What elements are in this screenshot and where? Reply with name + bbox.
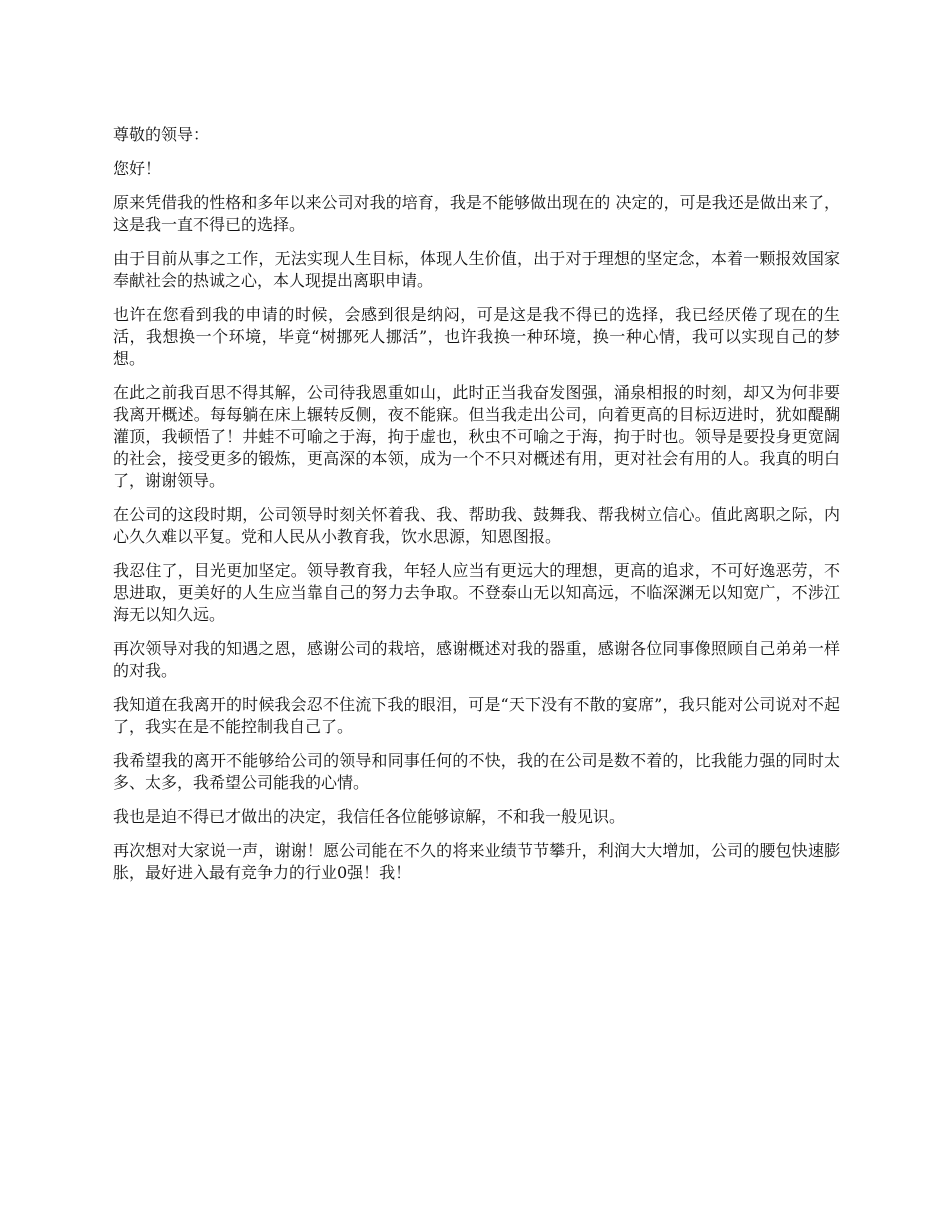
paragraph-1: 原来凭借我的性格和多年以来公司对我的培育，我是不能够做出现在的 决定的，可是我还是做出来了，这是我一直不得已的选择。 bbox=[113, 193, 840, 234]
paragraph-3: 也许在您看到我的申请的时候，会感到很是纳闷，可是这是我不得已的选择，我已经厌倦了现在的生活，我想换一个环境，毕竟“树挪死人挪活”，也许我换一种环境，换一种心情，我可以实现自己的梦想。 bbox=[113, 305, 840, 368]
paragraph-8: 我知道在我离开的时候我会忍不住流下我的眼泪，可是“天下没有不散的宴席”，我只能对公司说对不起了，我实在是不能控制我自己了。 bbox=[113, 695, 840, 736]
paragraph-11: 再次想对大家说一声，谢谢！愿公司能在不久的将来业绩节节攀升，利润大大增加，公司的腰包快速膨胀，最好进入最有竞争力的行业0强！我！ bbox=[113, 841, 840, 882]
paragraph-5: 在公司的这段时期，公司领导时刻关怀着我、我、帮助我、鼓舞我、帮我树立信心。值此离职之际，内心久久难以平复。党和人民从小教育我，饮水思源，知恩图报。 bbox=[113, 505, 840, 546]
greeting: 您好！ bbox=[113, 159, 162, 178]
paragraph-9: 我希望我的离开不能够给公司的领导和同事任何的不快，我的在公司是数不着的，比我能力强的同时太多、太多，我希望公司能我的心情。 bbox=[113, 751, 840, 792]
paragraph-2: 由于目前从事之工作，无法实现人生目标，体现人生价值，出于对于理想的坚定念，本着一颗报效国家奉献社会的热诚之心，本人现提出离职申请。 bbox=[113, 249, 840, 290]
paragraph-4: 在此之前我百思不得其解，公司待我恩重如山，此时正当我奋发图强，涌泉相报的时刻，却又为何非要我离开概述。每每躺在床上辗转反侧，夜不能寐。但当我走出公司，向着更高的目标迈进时，犹如醍醐灌顶，我顿悟了！井蛙不可喻之于海，拘于虚也，秋虫不可喻之于海，拘于时也。领导是要投身更宽阔的社会，接受更多的锻炼，更高深的本领，成为一个不只对概述有用，更对社会有用的人。我真的明白了，谢谢领导。 bbox=[113, 383, 840, 490]
letter-body bbox=[113, 124, 840, 896]
paragraph-10: 我也是迫不得已才做出的决定，我信任各位能够谅解，不和我一般见识。 bbox=[113, 807, 626, 826]
salutation: 尊敬的领导： bbox=[113, 125, 210, 144]
paragraph-6: 我忍住了，目光更加坚定。领导教育我，年轻人应当有更远大的理想，更高的追求，不可好逸恶劳，不思进取，更美好的人生应当靠自己的努力去争取。不登泰山无以知高远，不临深渊无以知宽广，不涉江海无以知久远。 bbox=[113, 561, 840, 624]
paragraph-7: 再次领导对我的知遇之恩，感谢公司的栽培，感谢概述对我的器重，感谢各位同事像照顾自己弟弟一样的对我。 bbox=[113, 639, 840, 680]
